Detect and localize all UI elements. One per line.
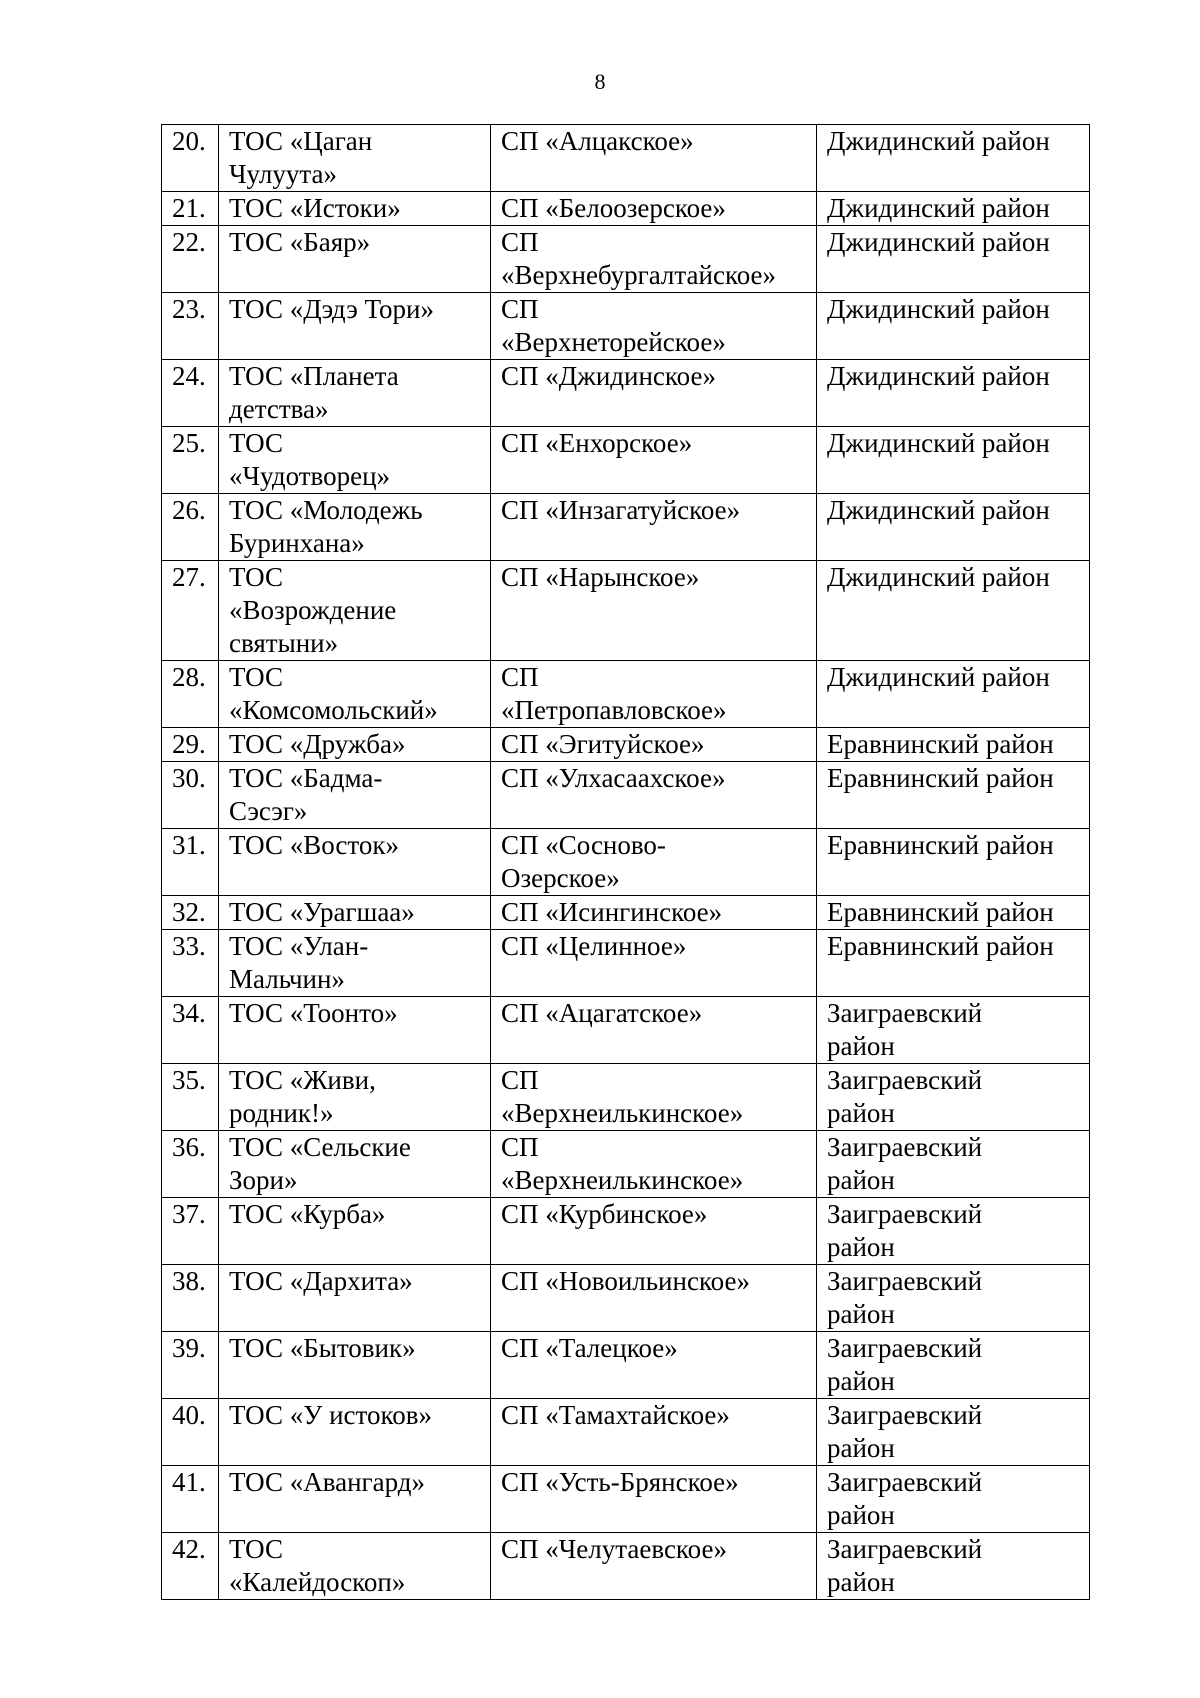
settlement-name-cell: [491, 1198, 817, 1265]
tos-name: ТОС «У истоков»: [229, 1400, 432, 1430]
district-name: Джидинский район: [827, 227, 1050, 257]
district-name-cell: [817, 192, 1090, 226]
row-number-cell: [162, 1466, 219, 1533]
row-number-cell: [162, 1533, 219, 1600]
tos-name: ТОС «Чудотворец»: [229, 428, 391, 491]
row-number: 24.: [172, 361, 206, 391]
tos-name-cell: [219, 427, 491, 494]
table-row: [162, 896, 1090, 930]
settlement-name: СП «Алцакское»: [501, 126, 694, 156]
district-name-cell: [817, 829, 1090, 896]
row-number: 25.: [172, 428, 206, 458]
tos-name-cell: [219, 1533, 491, 1600]
district-name: Заиграевский район: [827, 1333, 983, 1396]
settlement-name-cell: [491, 728, 817, 762]
settlement-name-cell: [491, 1131, 817, 1198]
settlement-name: СП «Челутаевское»: [501, 1534, 727, 1564]
settlement-name-cell: [491, 1332, 817, 1399]
row-number: 38.: [172, 1266, 206, 1296]
table-row: [162, 192, 1090, 226]
tos-name: ТОС «Улан- Мальчин»: [229, 931, 369, 994]
row-number: 20.: [172, 126, 206, 156]
district-name: Еравнинский район: [827, 897, 1054, 927]
row-number-cell: [162, 896, 219, 930]
row-number: 31.: [172, 830, 206, 860]
row-number: 40.: [172, 1400, 206, 1430]
row-number: 39.: [172, 1333, 206, 1363]
district-name: Джидинский район: [827, 193, 1050, 223]
settlement-name: СП «Инзагатуйское»: [501, 495, 741, 525]
row-number: 35.: [172, 1065, 206, 1095]
district-name-cell: [817, 762, 1090, 829]
district-name-cell: [817, 997, 1090, 1064]
tos-name-cell: [219, 997, 491, 1064]
tos-name: ТОС «Возрождение святыни»: [229, 562, 397, 658]
tos-name: ТОС «Баяр»: [229, 227, 371, 257]
row-number-cell: [162, 829, 219, 896]
tos-name: ТОС «Урагшаа»: [229, 897, 415, 927]
row-number-cell: [162, 1332, 219, 1399]
table-row: [162, 125, 1090, 192]
table-row: [162, 494, 1090, 561]
row-number: 29.: [172, 729, 206, 759]
district-name: Еравнинский район: [827, 931, 1054, 961]
district-name-cell: [817, 1533, 1090, 1600]
table-row: [162, 1265, 1090, 1332]
settlement-name: СП «Верхнеилькинское»: [501, 1065, 744, 1128]
settlement-name-cell: [491, 1399, 817, 1466]
district-name-cell: [817, 494, 1090, 561]
district-name: Заиграевский район: [827, 1132, 983, 1195]
tos-name: ТОС «Авангард»: [229, 1467, 425, 1497]
district-name: Заиграевский район: [827, 1534, 983, 1597]
table-row: [162, 1064, 1090, 1131]
settlement-name: СП «Усть-Брянское»: [501, 1467, 739, 1497]
district-name: Джидинский район: [827, 126, 1050, 156]
row-number: 36.: [172, 1132, 206, 1162]
tos-name-cell: [219, 125, 491, 192]
settlement-name: СП «Новоильинское»: [501, 1266, 750, 1296]
tos-name-cell: [219, 1198, 491, 1265]
row-number-cell: [162, 1131, 219, 1198]
table-row: [162, 1533, 1090, 1600]
tos-name-cell: [219, 762, 491, 829]
settlement-name-cell: [491, 293, 817, 360]
settlement-name: СП «Эгитуйское»: [501, 729, 705, 759]
tos-name-cell: [219, 829, 491, 896]
row-number-cell: [162, 226, 219, 293]
district-name-cell: [817, 728, 1090, 762]
district-name-cell: [817, 1466, 1090, 1533]
tos-name: ТОС «Истоки»: [229, 193, 401, 223]
tos-name-cell: [219, 930, 491, 997]
table-row: [162, 997, 1090, 1064]
row-number-cell: [162, 1064, 219, 1131]
settlement-name-cell: [491, 1265, 817, 1332]
row-number: 33.: [172, 931, 206, 961]
tos-name-cell: [219, 1131, 491, 1198]
district-name: Заиграевский район: [827, 1266, 983, 1329]
tos-name-cell: [219, 896, 491, 930]
table-row: [162, 360, 1090, 427]
district-name-cell: [817, 896, 1090, 930]
row-number: 23.: [172, 294, 206, 324]
tos-name: ТОС «Дархита»: [229, 1266, 413, 1296]
tos-name: ТОС «Комсомольский»: [229, 662, 438, 725]
district-name: Еравнинский район: [827, 729, 1054, 759]
row-number: 28.: [172, 662, 206, 692]
page-number: 8: [594, 69, 606, 94]
row-number-cell: [162, 762, 219, 829]
table-row: [162, 1466, 1090, 1533]
settlement-name: СП «Енхорское»: [501, 428, 693, 458]
row-number: 27.: [172, 562, 206, 592]
settlement-name-cell: [491, 360, 817, 427]
row-number: 32.: [172, 897, 206, 927]
district-name: Заиграевский район: [827, 1467, 983, 1530]
district-name-cell: [817, 360, 1090, 427]
district-name: Заиграевский район: [827, 1400, 983, 1463]
settlement-name: СП «Джидинское»: [501, 361, 716, 391]
row-number-cell: [162, 427, 219, 494]
settlement-name: СП «Талецкое»: [501, 1333, 678, 1363]
settlement-name-cell: [491, 561, 817, 661]
district-name: Джидинский район: [827, 562, 1050, 592]
district-name-cell: [817, 226, 1090, 293]
tos-name-cell: [219, 1332, 491, 1399]
row-number-cell: [162, 561, 219, 661]
table-row: [162, 1399, 1090, 1466]
tos-name-cell: [219, 192, 491, 226]
row-number: 30.: [172, 763, 206, 793]
district-name: Заиграевский район: [827, 1065, 983, 1128]
settlement-name: СП «Белоозерское»: [501, 193, 726, 223]
row-number: 26.: [172, 495, 206, 525]
district-name: Заиграевский район: [827, 1199, 983, 1262]
settlement-name-cell: [491, 930, 817, 997]
district-name-cell: [817, 125, 1090, 192]
tos-name-cell: [219, 293, 491, 360]
tos-name: ТОС «Сельские Зори»: [229, 1132, 411, 1195]
table-row: [162, 829, 1090, 896]
tos-name-cell: [219, 561, 491, 661]
row-number: 42.: [172, 1534, 206, 1564]
tos-name: ТОС «Калейдоскоп»: [229, 1534, 406, 1597]
district-name-cell: [817, 1265, 1090, 1332]
district-name: Джидинский район: [827, 294, 1050, 324]
table-body: [162, 125, 1090, 1600]
district-name-cell: [817, 561, 1090, 661]
district-name-cell: [817, 1399, 1090, 1466]
settlement-name: СП «Нарынское»: [501, 562, 700, 592]
table-row: [162, 1332, 1090, 1399]
row-number-cell: [162, 1399, 219, 1466]
tos-name: ТОС «Курба»: [229, 1199, 386, 1229]
settlement-name-cell: [491, 1466, 817, 1533]
table-row: [162, 728, 1090, 762]
row-number-cell: [162, 293, 219, 360]
settlement-name: СП «Исингинское»: [501, 897, 723, 927]
district-name-cell: [817, 1131, 1090, 1198]
settlement-name: СП «Верхнеторейское»: [501, 294, 726, 357]
settlement-name: СП «Верхнеилькинское»: [501, 1132, 744, 1195]
settlement-name: СП «Ацагатское»: [501, 998, 703, 1028]
table-row: [162, 930, 1090, 997]
row-number: 41.: [172, 1467, 206, 1497]
settlement-name-cell: [491, 1533, 817, 1600]
tos-name: ТОС «Цаган Чулуута»: [229, 126, 373, 189]
settlement-name: СП «Сосново- Озерское»: [501, 830, 666, 893]
tos-name-cell: [219, 1466, 491, 1533]
row-number-cell: [162, 728, 219, 762]
settlement-name-cell: [491, 226, 817, 293]
settlement-name-cell: [491, 762, 817, 829]
row-number-cell: [162, 125, 219, 192]
settlement-name-cell: [491, 896, 817, 930]
row-number-cell: [162, 192, 219, 226]
row-number: 34.: [172, 998, 206, 1028]
settlement-name: СП «Верхнебургалтайское»: [501, 227, 777, 290]
row-number: 22.: [172, 227, 206, 257]
district-name-cell: [817, 427, 1090, 494]
district-name-cell: [817, 293, 1090, 360]
district-name-cell: [817, 1198, 1090, 1265]
tos-name: ТОС «Дружба»: [229, 729, 406, 759]
tos-name-cell: [219, 1399, 491, 1466]
row-number-cell: [162, 494, 219, 561]
row-number-cell: [162, 930, 219, 997]
row-number-cell: [162, 360, 219, 427]
district-name-cell: [817, 1064, 1090, 1131]
table-row: [162, 427, 1090, 494]
district-name-cell: [817, 661, 1090, 728]
tos-name-cell: [219, 1064, 491, 1131]
tos-name-cell: [219, 494, 491, 561]
settlement-name: СП «Тамахтайское»: [501, 1400, 730, 1430]
table-row: [162, 561, 1090, 661]
table-row: [162, 762, 1090, 829]
district-name: Джидинский район: [827, 495, 1050, 525]
tos-name-cell: [219, 226, 491, 293]
tos-name-cell: [219, 728, 491, 762]
row-number-cell: [162, 661, 219, 728]
settlement-name-cell: [491, 494, 817, 561]
row-number-cell: [162, 1265, 219, 1332]
table-row: [162, 226, 1090, 293]
settlement-name-cell: [491, 661, 817, 728]
tos-name: ТОС «Бадма- Сэсэг»: [229, 763, 383, 826]
tos-name: ТОС «Молодежь Буринхана»: [229, 495, 423, 558]
district-name: Еравнинский район: [827, 830, 1054, 860]
table-row: [162, 661, 1090, 728]
tos-name-cell: [219, 661, 491, 728]
settlement-name: СП «Курбинское»: [501, 1199, 708, 1229]
settlement-name-cell: [491, 192, 817, 226]
settlement-name-cell: [491, 1064, 817, 1131]
settlement-name: СП «Целинное»: [501, 931, 687, 961]
tos-name: ТОС «Живи, родник!»: [229, 1065, 376, 1128]
row-number-cell: [162, 1198, 219, 1265]
settlement-name-cell: [491, 125, 817, 192]
settlement-name: СП «Петропавловское»: [501, 662, 727, 725]
tos-name: ТОС «Планета детства»: [229, 361, 399, 424]
settlement-name-cell: [491, 997, 817, 1064]
tos-name: ТОС «Восток»: [229, 830, 399, 860]
district-name: Еравнинский район: [827, 763, 1054, 793]
tos-name: ТОС «Дэдэ Тори»: [229, 294, 434, 324]
district-name: Джидинский район: [827, 662, 1050, 692]
district-name-cell: [817, 1332, 1090, 1399]
row-number-cell: [162, 997, 219, 1064]
district-name: Джидинский район: [827, 361, 1050, 391]
settlement-name-cell: [491, 427, 817, 494]
settlement-name-cell: [491, 829, 817, 896]
tos-name-cell: [219, 360, 491, 427]
district-name: Джидинский район: [827, 428, 1050, 458]
settlement-name: СП «Улхасаахское»: [501, 763, 726, 793]
district-name: Заиграевский район: [827, 998, 983, 1061]
table-row: [162, 1131, 1090, 1198]
table-row: [162, 293, 1090, 360]
tos-name: ТОС «Тоонто»: [229, 998, 398, 1028]
tos-name: ТОС «Бытовик»: [229, 1333, 416, 1363]
tos-table: [161, 124, 1090, 1600]
row-number: 37.: [172, 1199, 206, 1229]
table-row: [162, 1198, 1090, 1265]
district-name-cell: [817, 930, 1090, 997]
row-number: 21.: [172, 193, 206, 223]
tos-name-cell: [219, 1265, 491, 1332]
